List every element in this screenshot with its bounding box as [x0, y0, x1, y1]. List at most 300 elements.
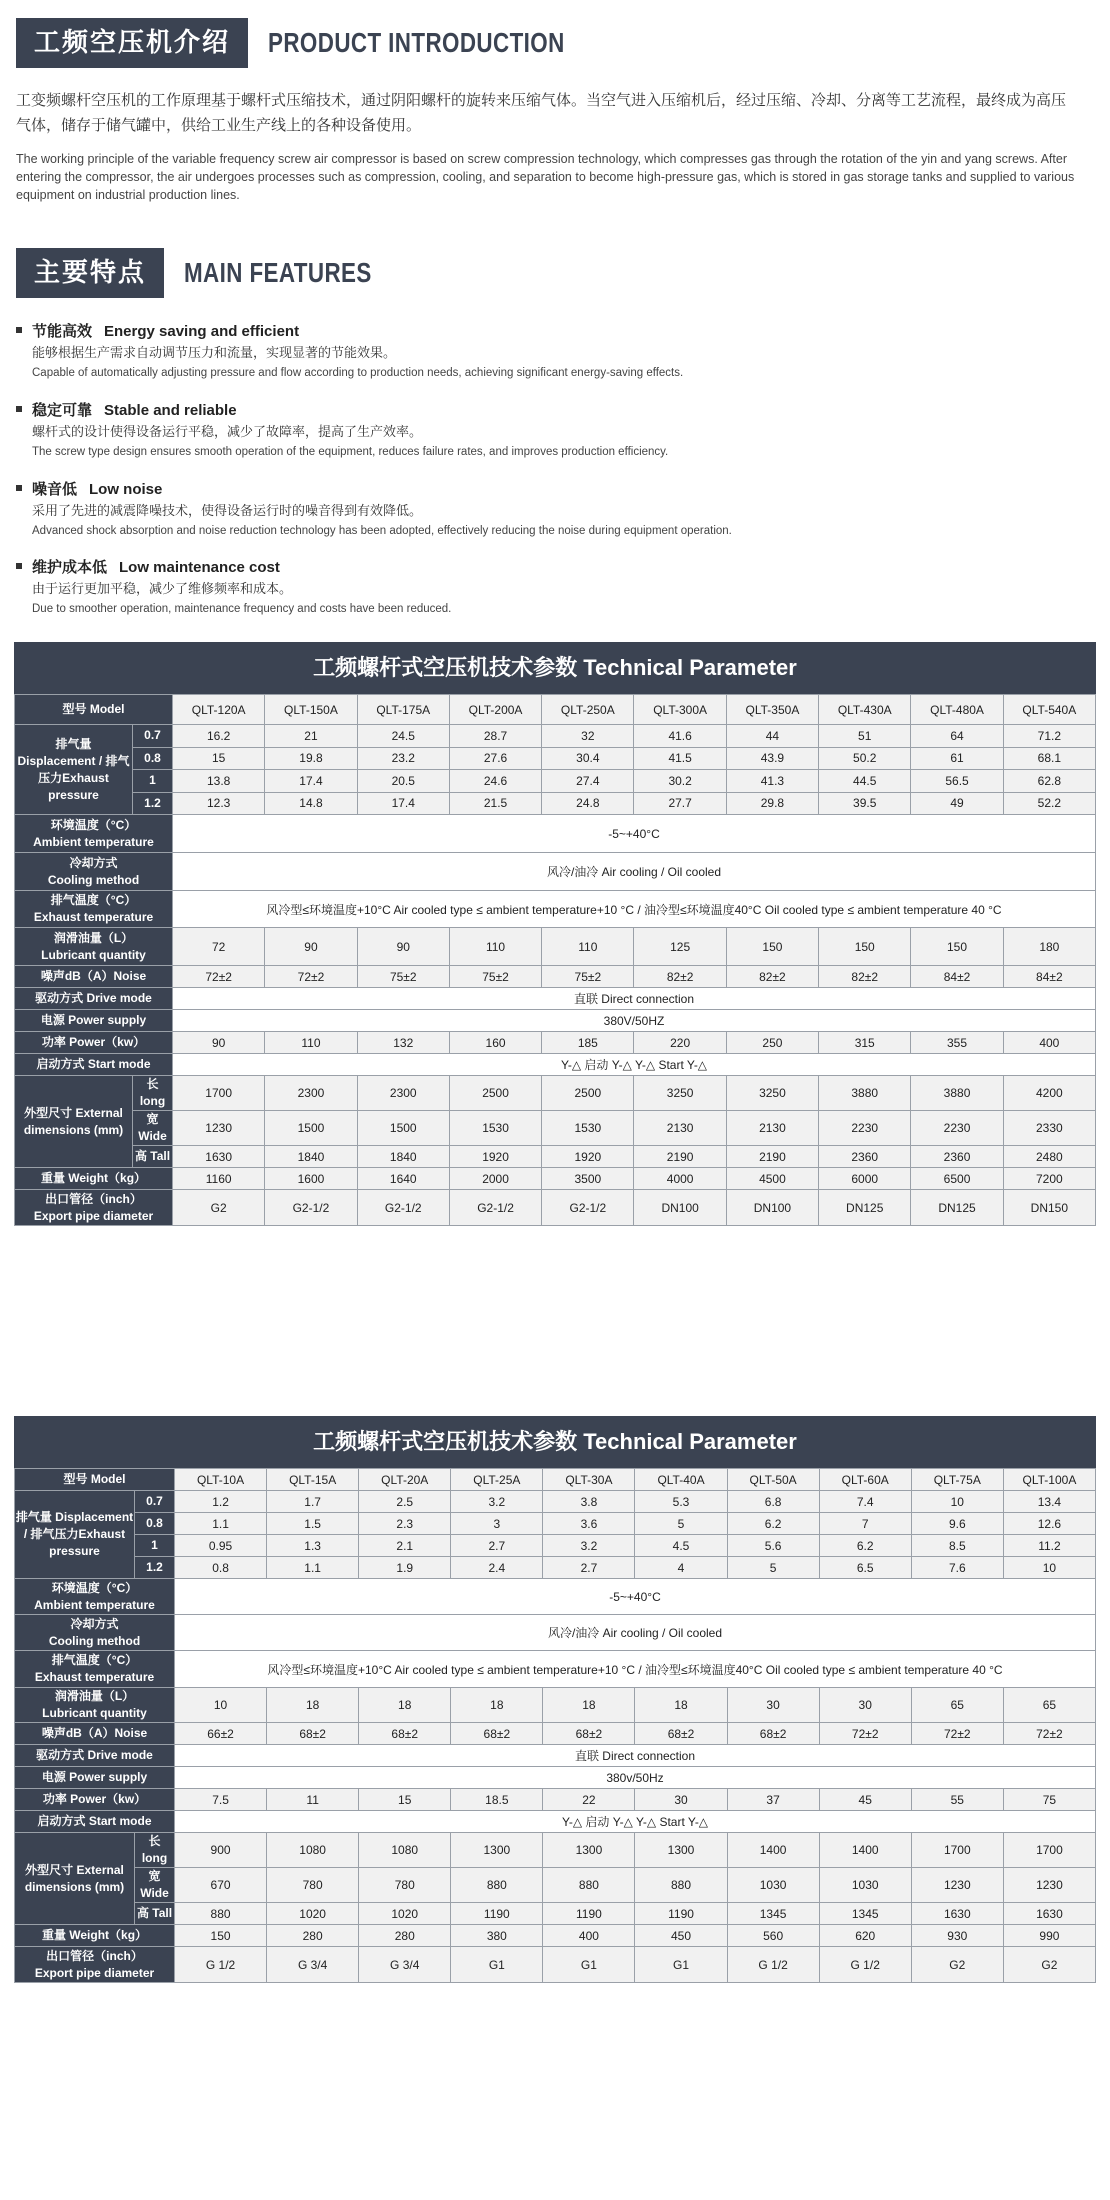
weight-value: 150 — [175, 1925, 267, 1947]
power-supply-value: 380V/50HZ — [173, 1010, 1096, 1032]
displacement-value: 15 — [173, 747, 265, 770]
table-row — [15, 1557, 1096, 1579]
cooling-label — [15, 853, 173, 891]
weight-value: 280 — [267, 1925, 359, 1947]
dimension-tall-value: 2190 — [634, 1146, 726, 1168]
table-row — [15, 1925, 1096, 1947]
displacement-value: 6.5 — [819, 1557, 911, 1579]
noise-value: 68±2 — [635, 1723, 727, 1745]
displacement-value: 1.1 — [175, 1513, 267, 1535]
spec-table-large — [14, 642, 1096, 1226]
displacement-value: 13.8 — [173, 770, 265, 793]
model-header: QLT-300A — [634, 695, 726, 725]
table-row — [15, 1615, 1096, 1651]
lubricant-value: 110 — [542, 928, 634, 966]
dimension-long-value: 2300 — [357, 1076, 449, 1111]
power-value: 355 — [911, 1032, 1003, 1054]
weight-value: 1160 — [173, 1168, 265, 1190]
dimension-long-value: 2500 — [542, 1076, 634, 1111]
weight-value: 280 — [359, 1925, 451, 1947]
lubricant-value: 30 — [727, 1688, 819, 1723]
dimension-wide-value: 1230 — [911, 1868, 1003, 1903]
lubricant-value: 18 — [359, 1688, 451, 1723]
displacement-value: 30.4 — [542, 747, 634, 770]
pressure-label: 0.7 — [135, 1491, 175, 1513]
pipe-label — [15, 1947, 175, 1983]
cooling-value: 风冷/油冷 Air cooling / Oil cooled — [175, 1615, 1096, 1651]
dimensions-label: 外型尺寸 External dimensions (mm) — [15, 1076, 133, 1168]
displacement-value: 6.2 — [819, 1535, 911, 1557]
model-header: QLT-150A — [265, 695, 357, 725]
weight-value: 6500 — [911, 1168, 1003, 1190]
power-value: 132 — [357, 1032, 449, 1054]
displacement-value: 39.5 — [819, 792, 911, 815]
features-title-en: MAIN FEATURES — [184, 257, 372, 288]
dimension-tall-value: 1190 — [543, 1903, 635, 1925]
power-value: 30 — [635, 1789, 727, 1811]
table-row — [15, 1054, 1096, 1076]
label-en: Ambient temperature — [33, 834, 154, 849]
dimension-long-label: 长 long — [133, 1076, 173, 1111]
table-row — [15, 1651, 1096, 1688]
pipe-value: G2-1/2 — [449, 1190, 541, 1226]
table-row — [15, 1146, 1096, 1168]
table-row — [15, 725, 1096, 748]
lubricant-value: 110 — [449, 928, 541, 966]
table-title: 工频螺杆式空压机技术参数 Technical Parameter — [14, 642, 1096, 694]
dimension-long-value: 1080 — [267, 1833, 359, 1868]
label-cn: 排气温度（°C） — [50, 893, 137, 907]
displacement-value: 3.2 — [543, 1535, 635, 1557]
power-value: 55 — [911, 1789, 1003, 1811]
pipe-label — [15, 1190, 173, 1226]
drive-label: 驱动方式 Drive mode — [15, 988, 173, 1010]
pipe-value: G2-1/2 — [265, 1190, 357, 1226]
feature-desc-en: Advanced shock absorption and noise reduction technology has been adopted, effectively reducing the noise during equipment operation. — [32, 525, 732, 537]
spec-table-small — [14, 1416, 1096, 1983]
model-header: QLT-60A — [819, 1469, 911, 1491]
displacement-value: 44.5 — [819, 770, 911, 793]
dimension-wide-value: 1230 — [173, 1111, 265, 1146]
displacement-value: 3.2 — [451, 1491, 543, 1513]
dimension-wide-value: 880 — [543, 1868, 635, 1903]
dimension-long-value: 2500 — [449, 1076, 541, 1111]
lubricant-value: 18 — [451, 1688, 543, 1723]
feature-item-maintenance — [16, 556, 1076, 618]
lubricant-value: 10 — [175, 1688, 267, 1723]
label-cn: 润滑油量（L） — [54, 1689, 135, 1703]
displacement-value: 13.4 — [1003, 1491, 1095, 1513]
power-supply-label: 电源 Power supply — [15, 1767, 175, 1789]
weight-value: 450 — [635, 1925, 727, 1947]
model-header: QLT-75A — [911, 1469, 1003, 1491]
dimension-wide-value: 1030 — [819, 1868, 911, 1903]
power-value: 37 — [727, 1789, 819, 1811]
model-header: QLT-10A — [175, 1469, 267, 1491]
feature-item-energy — [16, 320, 1076, 382]
ambient-label — [15, 1579, 175, 1615]
lubricant-value: 72 — [173, 928, 265, 966]
pipe-value: DN150 — [1003, 1190, 1095, 1226]
model-header: QLT-480A — [911, 695, 1003, 725]
power-value: 315 — [819, 1032, 911, 1054]
dimension-tall-value: 1630 — [1003, 1903, 1095, 1925]
power-value: 185 — [542, 1032, 634, 1054]
lubricant-value: 90 — [357, 928, 449, 966]
feature-desc-en: Due to smoother operation, maintenance frequency and costs have been reduced. — [32, 603, 452, 615]
table-row — [15, 1833, 1096, 1868]
pipe-value: G2 — [1003, 1947, 1095, 1983]
weight-value: 4000 — [634, 1168, 726, 1190]
model-header: QLT-20A — [359, 1469, 451, 1491]
dimension-long-value: 3250 — [634, 1076, 726, 1111]
table-row — [15, 747, 1096, 770]
table-title: 工频螺杆式空压机技术参数 Technical Parameter — [14, 1416, 1096, 1468]
label-cn: 出口管径（inch） — [45, 1191, 142, 1206]
lubricant-value: 30 — [819, 1688, 911, 1723]
power-value: 400 — [1003, 1032, 1095, 1054]
pressure-label: 0.8 — [133, 747, 173, 770]
lubricant-value: 18 — [543, 1688, 635, 1723]
label-cn: 环境温度（°C） — [50, 817, 137, 832]
dimension-wide-label: 宽 Wide — [133, 1111, 173, 1146]
displacement-value: 11.2 — [1003, 1535, 1095, 1557]
displacement-value: 7.4 — [819, 1491, 911, 1513]
dimension-long-value: 900 — [175, 1833, 267, 1868]
displacement-value: 1.3 — [267, 1535, 359, 1557]
dimension-wide-value: 670 — [175, 1868, 267, 1903]
displacement-value: 1.1 — [267, 1557, 359, 1579]
dimension-long-value: 3880 — [819, 1076, 911, 1111]
pressure-label: 1.2 — [133, 792, 173, 815]
table-row — [15, 1947, 1096, 1983]
lubricant-value: 18 — [267, 1688, 359, 1723]
dimension-wide-label: 宽 Wide — [135, 1868, 175, 1903]
dimension-tall-value: 1190 — [451, 1903, 543, 1925]
label-en: Lubricant quantity — [42, 1706, 147, 1720]
dimension-tall-value: 1630 — [911, 1903, 1003, 1925]
displacement-value: 52.2 — [1003, 792, 1095, 815]
table-row — [15, 1111, 1096, 1146]
dimension-long-value: 1700 — [1003, 1833, 1095, 1868]
pipe-value: DN100 — [726, 1190, 818, 1226]
pressure-label: 0.8 — [135, 1513, 175, 1535]
dimension-long-value: 1400 — [819, 1833, 911, 1868]
table-row — [15, 966, 1096, 988]
dimension-tall-value: 1020 — [267, 1903, 359, 1925]
dimension-wide-value: 880 — [451, 1868, 543, 1903]
label-cn: 润滑油量（L） — [53, 930, 134, 945]
power-supply-value: 380v/50Hz — [175, 1767, 1096, 1789]
displacement-value: 5 — [635, 1513, 727, 1535]
dimension-wide-value: 2230 — [911, 1111, 1003, 1146]
displacement-value: 29.8 — [726, 792, 818, 815]
weight-value: 930 — [911, 1925, 1003, 1947]
dimension-tall-value: 1920 — [449, 1146, 541, 1168]
noise-label: 噪声dB（A）Noise — [15, 1723, 175, 1745]
displacement-value: 24.5 — [357, 725, 449, 748]
table-row — [15, 1491, 1096, 1513]
model-header: QLT-50A — [727, 1469, 819, 1491]
displacement-value: 2.3 — [359, 1513, 451, 1535]
bullet-icon — [16, 563, 22, 569]
noise-value: 66±2 — [175, 1723, 267, 1745]
displacement-value: 5.3 — [635, 1491, 727, 1513]
dimension-wide-value: 1500 — [265, 1111, 357, 1146]
displacement-value: 0.8 — [175, 1557, 267, 1579]
displacement-value: 3.6 — [543, 1513, 635, 1535]
noise-value: 68±2 — [727, 1723, 819, 1745]
displacement-value: 7 — [819, 1513, 911, 1535]
dimension-tall-value: 1345 — [819, 1903, 911, 1925]
feature-title — [16, 320, 1076, 341]
model-header: QLT-100A — [1003, 1469, 1095, 1491]
label-en: Cooling method — [48, 1633, 141, 1648]
weight-value: 7200 — [1003, 1168, 1095, 1190]
displacement-value: 3.8 — [543, 1491, 635, 1513]
pressure-label: 1 — [135, 1535, 175, 1557]
power-value: 90 — [173, 1032, 265, 1054]
pressure-label: 1 — [133, 770, 173, 793]
displacement-value: 4 — [635, 1557, 727, 1579]
table-row — [15, 1745, 1096, 1767]
dimension-wide-value: 1530 — [542, 1111, 634, 1146]
feature-title-en: Low noise — [89, 481, 163, 498]
power-label: 功率 Power（kw） — [15, 1032, 173, 1054]
displacement-value: 20.5 — [357, 770, 449, 793]
table-row — [15, 1469, 1096, 1491]
start-label: 启动方式 Start mode — [15, 1811, 175, 1833]
model-header: QLT-30A — [543, 1469, 635, 1491]
displacement-value: 41.3 — [726, 770, 818, 793]
dimension-long-value: 1400 — [727, 1833, 819, 1868]
lubricant-value: 180 — [1003, 928, 1095, 966]
noise-value: 75±2 — [449, 966, 541, 988]
dimension-tall-label: 高 Tall — [135, 1903, 175, 1925]
feature-title-cn: 维护成本低 — [32, 558, 108, 576]
weight-value: 400 — [543, 1925, 635, 1947]
displacement-value: 16.2 — [173, 725, 265, 748]
drive-label: 驱动方式 Drive mode — [15, 1745, 175, 1767]
label-cn: 环境温度（°C） — [51, 1580, 138, 1595]
pipe-value: G2 — [173, 1190, 265, 1226]
start-value: Y-△ 启动 Y-△ Y-△ Start Y-△ — [173, 1054, 1096, 1076]
dimension-wide-value: 2130 — [634, 1111, 726, 1146]
feature-title — [16, 478, 1076, 499]
feature-item-stable — [16, 399, 1076, 461]
bullet-icon — [16, 485, 22, 491]
lubricant-label — [15, 928, 173, 966]
dimension-wide-value: 780 — [359, 1868, 451, 1903]
displacement-label: 排气量 Displacement / 排气压力Exhaust pressure — [15, 725, 133, 815]
dimension-long-value: 1700 — [173, 1076, 265, 1111]
dimension-long-value: 1300 — [451, 1833, 543, 1868]
power-value: 220 — [634, 1032, 726, 1054]
feature-desc-en: The screw type design ensures smooth operation of the equipment, reduces failure rates, and improves production efficiency. — [32, 446, 669, 458]
table-row — [15, 815, 1096, 853]
noise-value: 82±2 — [634, 966, 726, 988]
dimension-long-value: 3250 — [726, 1076, 818, 1111]
power-value: 110 — [265, 1032, 357, 1054]
displacement-value: 17.4 — [357, 792, 449, 815]
feature-title — [16, 556, 1076, 577]
dimension-wide-value: 1530 — [449, 1111, 541, 1146]
displacement-value: 41.5 — [634, 747, 726, 770]
dimension-tall-value: 2360 — [911, 1146, 1003, 1168]
dimension-long-value: 3880 — [911, 1076, 1003, 1111]
weight-value: 990 — [1003, 1925, 1095, 1947]
power-value: 250 — [726, 1032, 818, 1054]
noise-value: 72±2 — [1003, 1723, 1095, 1745]
lubricant-value: 150 — [819, 928, 911, 966]
displacement-value: 51 — [819, 725, 911, 748]
displacement-value: 2.7 — [451, 1535, 543, 1557]
model-header: QLT-540A — [1003, 695, 1095, 725]
label-en: Exhaust temperature — [34, 1670, 155, 1684]
dimension-wide-value: 1500 — [357, 1111, 449, 1146]
pipe-value: G1 — [635, 1947, 727, 1983]
displacement-value: 24.8 — [542, 792, 634, 815]
noise-value: 84±2 — [1003, 966, 1095, 988]
displacement-value: 71.2 — [1003, 725, 1095, 748]
noise-value: 82±2 — [819, 966, 911, 988]
lubricant-value: 90 — [265, 928, 357, 966]
displacement-value: 12.6 — [1003, 1513, 1095, 1535]
table-row — [15, 988, 1096, 1010]
dimension-tall-value: 1840 — [357, 1146, 449, 1168]
intro-text — [16, 88, 1076, 204]
pressure-label: 1.2 — [135, 1557, 175, 1579]
feature-title-en: Energy saving and efficient — [104, 323, 300, 340]
pipe-value: G2 — [911, 1947, 1003, 1983]
displacement-value: 6.8 — [727, 1491, 819, 1513]
cooling-label — [15, 1615, 175, 1651]
drive-value: 直联 Direct connection — [173, 988, 1096, 1010]
feature-desc-cn: 能够根据生产需求自动调节压力和流量，实现显著的节能效果。 — [32, 346, 397, 361]
table-row — [15, 853, 1096, 891]
pipe-value: DN100 — [634, 1190, 726, 1226]
weight-label: 重量 Weight（kg） — [15, 1925, 175, 1947]
pipe-value: G 3/4 — [267, 1947, 359, 1983]
bullet-icon — [16, 406, 22, 412]
intro-text-en: The working principle of the variable frequency screw air compressor is based on screw compression technology, which compresses gas through the rotation of the yin and yang screws. After entering the compressor, the air undergoes processes such as compression, cooling, and separation to become high-pressure gas, which is stored in gas storage tanks and supplied to various equipment on industrial production lines. — [16, 152, 1075, 202]
start-label: 启动方式 Start mode — [15, 1054, 173, 1076]
dimension-long-value: 1080 — [359, 1833, 451, 1868]
power-supply-label: 电源 Power supply — [15, 1010, 173, 1032]
dimension-long-value: 4200 — [1003, 1076, 1095, 1111]
dimension-tall-value: 1020 — [359, 1903, 451, 1925]
displacement-value: 27.7 — [634, 792, 726, 815]
weight-value: 620 — [819, 1925, 911, 1947]
table-row — [15, 1190, 1096, 1226]
displacement-label: 排气量 Displacement / 排气压力Exhaust pressure — [15, 1491, 135, 1579]
displacement-value: 10 — [1003, 1557, 1095, 1579]
lubricant-value: 150 — [726, 928, 818, 966]
displacement-value: 19.8 — [265, 747, 357, 770]
dimensions-label: 外型尺寸 External dimensions (mm) — [15, 1833, 135, 1925]
noise-value: 72±2 — [911, 1723, 1003, 1745]
weight-value: 4500 — [726, 1168, 818, 1190]
table-row — [15, 1789, 1096, 1811]
model-label: 型号 Model — [15, 1469, 175, 1491]
displacement-value: 24.6 — [449, 770, 541, 793]
feature-desc-cn: 由于运行更加平稳，减少了维修频率和成本。 — [32, 582, 293, 597]
feature-title-en: Low maintenance cost — [119, 559, 280, 576]
intro-text-cn: 工变频螺杆空压机的工作原理基于螺杆式压缩技术，通过阴阳螺杆的旋转来压缩气体。当空气进入压缩机后，经过压缩、冷却、分离等工艺流程，最终成为高压气体，储存于储气罐中，供给工业生产线上的各种设备使用。 — [16, 91, 1067, 134]
displacement-value: 8.5 — [911, 1535, 1003, 1557]
lubricant-value: 65 — [911, 1688, 1003, 1723]
pipe-value: G 1/2 — [819, 1947, 911, 1983]
table-row — [15, 1811, 1096, 1833]
displacement-value: 17.4 — [265, 770, 357, 793]
feature-desc-cn: 螺杆式的设计使得设备运行平稳，减少了故障率，提高了生产效率。 — [32, 425, 423, 440]
model-header: QLT-40A — [635, 1469, 727, 1491]
pipe-value: G1 — [543, 1947, 635, 1983]
noise-value: 82±2 — [726, 966, 818, 988]
pipe-value: G2-1/2 — [542, 1190, 634, 1226]
noise-value: 75±2 — [357, 966, 449, 988]
pipe-value: DN125 — [819, 1190, 911, 1226]
displacement-value: 43.9 — [726, 747, 818, 770]
dimension-tall-label: 高 Tall — [133, 1146, 173, 1168]
displacement-value: 50.2 — [819, 747, 911, 770]
weight-value: 1640 — [357, 1168, 449, 1190]
displacement-value: 49 — [911, 792, 1003, 815]
noise-value: 72±2 — [819, 1723, 911, 1745]
displacement-value: 30.2 — [634, 770, 726, 793]
noise-value: 84±2 — [911, 966, 1003, 988]
ambient-value: -5~+40°C — [175, 1579, 1096, 1615]
weight-value: 1600 — [265, 1168, 357, 1190]
table-row — [15, 1903, 1096, 1925]
label-cn: 排气温度（°C） — [51, 1653, 138, 1667]
table-row — [15, 1868, 1096, 1903]
weight-value: 2000 — [449, 1168, 541, 1190]
label-cn: 冷却方式 — [70, 1616, 119, 1631]
dimension-wide-value: 780 — [267, 1868, 359, 1903]
features-header — [16, 248, 419, 298]
intro-header — [16, 18, 639, 68]
exhaust-value: 风冷型≤环境温度+10°C Air cooled type ≤ ambient temperature+10 °C / 油冷型≤环境温度40°C Oil cooled type ≤ ambient temperature 40 °C — [173, 891, 1096, 928]
feature-title-cn: 节能高效 — [32, 322, 93, 340]
displacement-value: 0.95 — [175, 1535, 267, 1557]
displacement-value: 10 — [911, 1491, 1003, 1513]
table-row — [15, 1688, 1096, 1723]
noise-value: 72±2 — [173, 966, 265, 988]
displacement-value: 1.5 — [267, 1513, 359, 1535]
dimension-tall-value: 1630 — [173, 1146, 265, 1168]
lubricant-value: 18 — [635, 1688, 727, 1723]
model-label: 型号 Model — [15, 695, 173, 725]
dimension-tall-value: 1840 — [265, 1146, 357, 1168]
table-row — [15, 1513, 1096, 1535]
label-en: Export pipe diameter — [34, 1965, 155, 1980]
noise-value: 72±2 — [265, 966, 357, 988]
displacement-value: 2.5 — [359, 1491, 451, 1513]
dimension-tall-value: 880 — [175, 1903, 267, 1925]
dimension-wide-value: 1230 — [1003, 1868, 1095, 1903]
displacement-value: 23.2 — [357, 747, 449, 770]
dimension-long-value: 1300 — [635, 1833, 727, 1868]
displacement-value: 44 — [726, 725, 818, 748]
dimension-long-value: 1700 — [911, 1833, 1003, 1868]
power-value: 22 — [543, 1789, 635, 1811]
displacement-value: 56.5 — [911, 770, 1003, 793]
table-row — [15, 1579, 1096, 1615]
table-row — [15, 1076, 1096, 1111]
displacement-value: 64 — [911, 725, 1003, 748]
power-value: 11 — [267, 1789, 359, 1811]
